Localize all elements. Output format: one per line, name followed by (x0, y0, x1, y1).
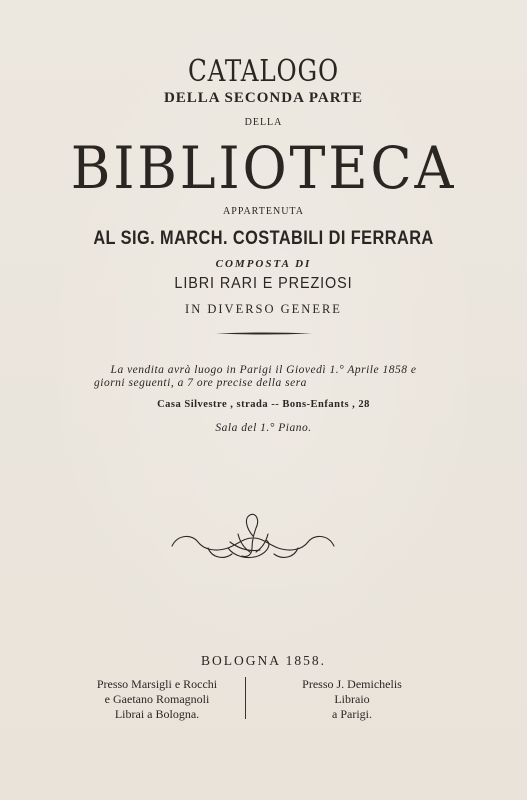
genere-line: IN DIVERSO GENERE (185, 302, 342, 316)
catalogo-heading: CATALOGO (188, 54, 339, 89)
imprint-left-line: Presso Marsigli e Rocchi (96, 677, 218, 691)
composta-line: COMPOSTA DI (215, 258, 312, 270)
imprint-left-line: e Gaetano Romagnoli (104, 692, 210, 706)
imprint-right-line: Presso J. Demichelis (302, 677, 402, 691)
flourish-ornament (168, 512, 338, 564)
sale-date-line: La vendita avrà luogo in Parigi il Giovedì 1.° Aprile 1858 e (110, 364, 417, 376)
della-line: DELLA (244, 117, 283, 128)
imprint-place-date: BOLOGNA 1858. (200, 653, 326, 668)
imprint-right-line: Libraio (334, 692, 370, 706)
decorative-rule (216, 332, 312, 335)
sale-time-line: giorni seguenti, a 7 ore precise della sera (94, 377, 307, 389)
libri-line: LIBRI RARI E PREZIOSI (174, 275, 353, 292)
appartenuta-line: APPARTENUTA (223, 206, 304, 217)
owner-line: AL SIG. MARCH. COSTABILI DI FERRARA (93, 228, 434, 249)
sale-address-line: Casa Silvestre , strada -- Bons-Enfants , 28 (157, 399, 370, 410)
imprint-right-block (282, 677, 422, 722)
imprint-left-block (72, 677, 242, 722)
imprint-left-line: Librai a Bologna. (114, 707, 200, 721)
imprint-divider (245, 677, 246, 719)
seconda-parte-line: DELLA SECONDA PARTE (163, 90, 364, 106)
biblioteca-heading: BIBLIOTECA (70, 134, 457, 202)
sale-room-line: Sala del 1.° Piano. (215, 422, 312, 434)
imprint-right-line: a Parigi. (332, 707, 372, 721)
